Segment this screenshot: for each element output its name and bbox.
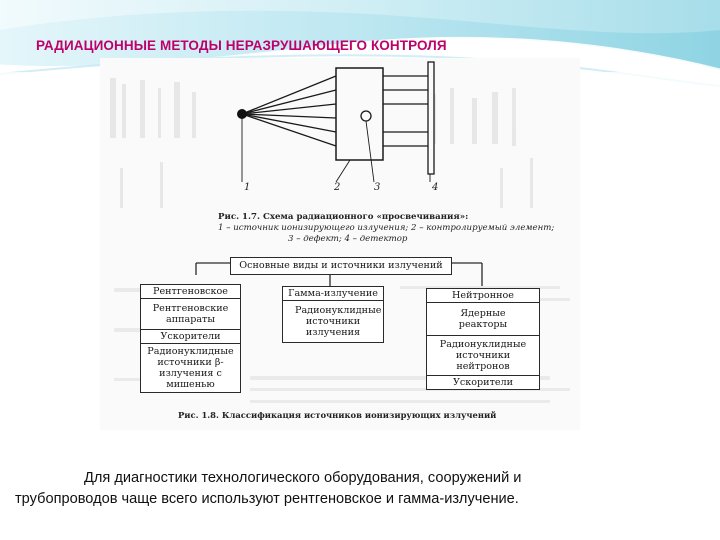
column-xray-item: Рентгеновские аппараты — [141, 299, 240, 330]
column-gamma-header: Гамма-излучение — [283, 287, 383, 301]
radiation-source-dot — [237, 109, 247, 119]
footer-line-1: Для диагностики технологического оборудования, сооружений и — [84, 470, 522, 486]
scanned-figure-page — [100, 58, 580, 430]
column-gamma — [282, 286, 384, 343]
column-xray-item: Радионуклидные источники β-излучения с мишенью — [147, 346, 234, 390]
classification-root-label: Основные виды и источники излучений — [239, 260, 443, 271]
column-xray — [140, 284, 241, 393]
column-gamma-item: Радионуклидные источники излучения — [295, 305, 382, 338]
figure2-caption-text: Рис. 1.8. Классификация источников ионизирующих излучений — [178, 410, 497, 420]
label-detector: 4 — [432, 182, 439, 193]
figure1-caption-line3: 3 – дефект; 4 – детектор — [288, 234, 408, 244]
column-neutron — [426, 288, 540, 390]
label-source: 1 — [244, 182, 251, 193]
column-xray-header: Рентгеновское — [141, 285, 240, 299]
column-neutron-item: Ускорители — [452, 377, 514, 388]
label-defect: 3 — [374, 182, 381, 193]
column-neutron-item: Радионуклидные источники нейтронов — [427, 336, 539, 376]
footer-line-2: трубопроводов чаще всего используют рентгеновское и гамма-излучение. — [15, 491, 519, 507]
figure1-caption-line2: 1 – источник ионизирующего излучения; 2 – контролируемый элемент; — [218, 223, 555, 233]
figure1-caption — [218, 212, 554, 245]
slide-title: РАДИАЦИОННЫЕ МЕТОДЫ НЕРАЗРУШАЮЩЕГО КОНТРОЛЯ — [36, 38, 447, 53]
label-object: 2 — [334, 182, 341, 193]
column-neutron-header: Нейтронное — [427, 289, 539, 303]
column-neutron-item: Ядерные реакторы — [427, 303, 539, 336]
column-xray-item: Ускорители — [141, 330, 240, 344]
figure1-caption-title: Рис. 1.7. Схема радиационного «просвечивания»: — [218, 212, 469, 222]
classification-root-box — [230, 257, 452, 275]
figure2-caption — [178, 410, 496, 421]
